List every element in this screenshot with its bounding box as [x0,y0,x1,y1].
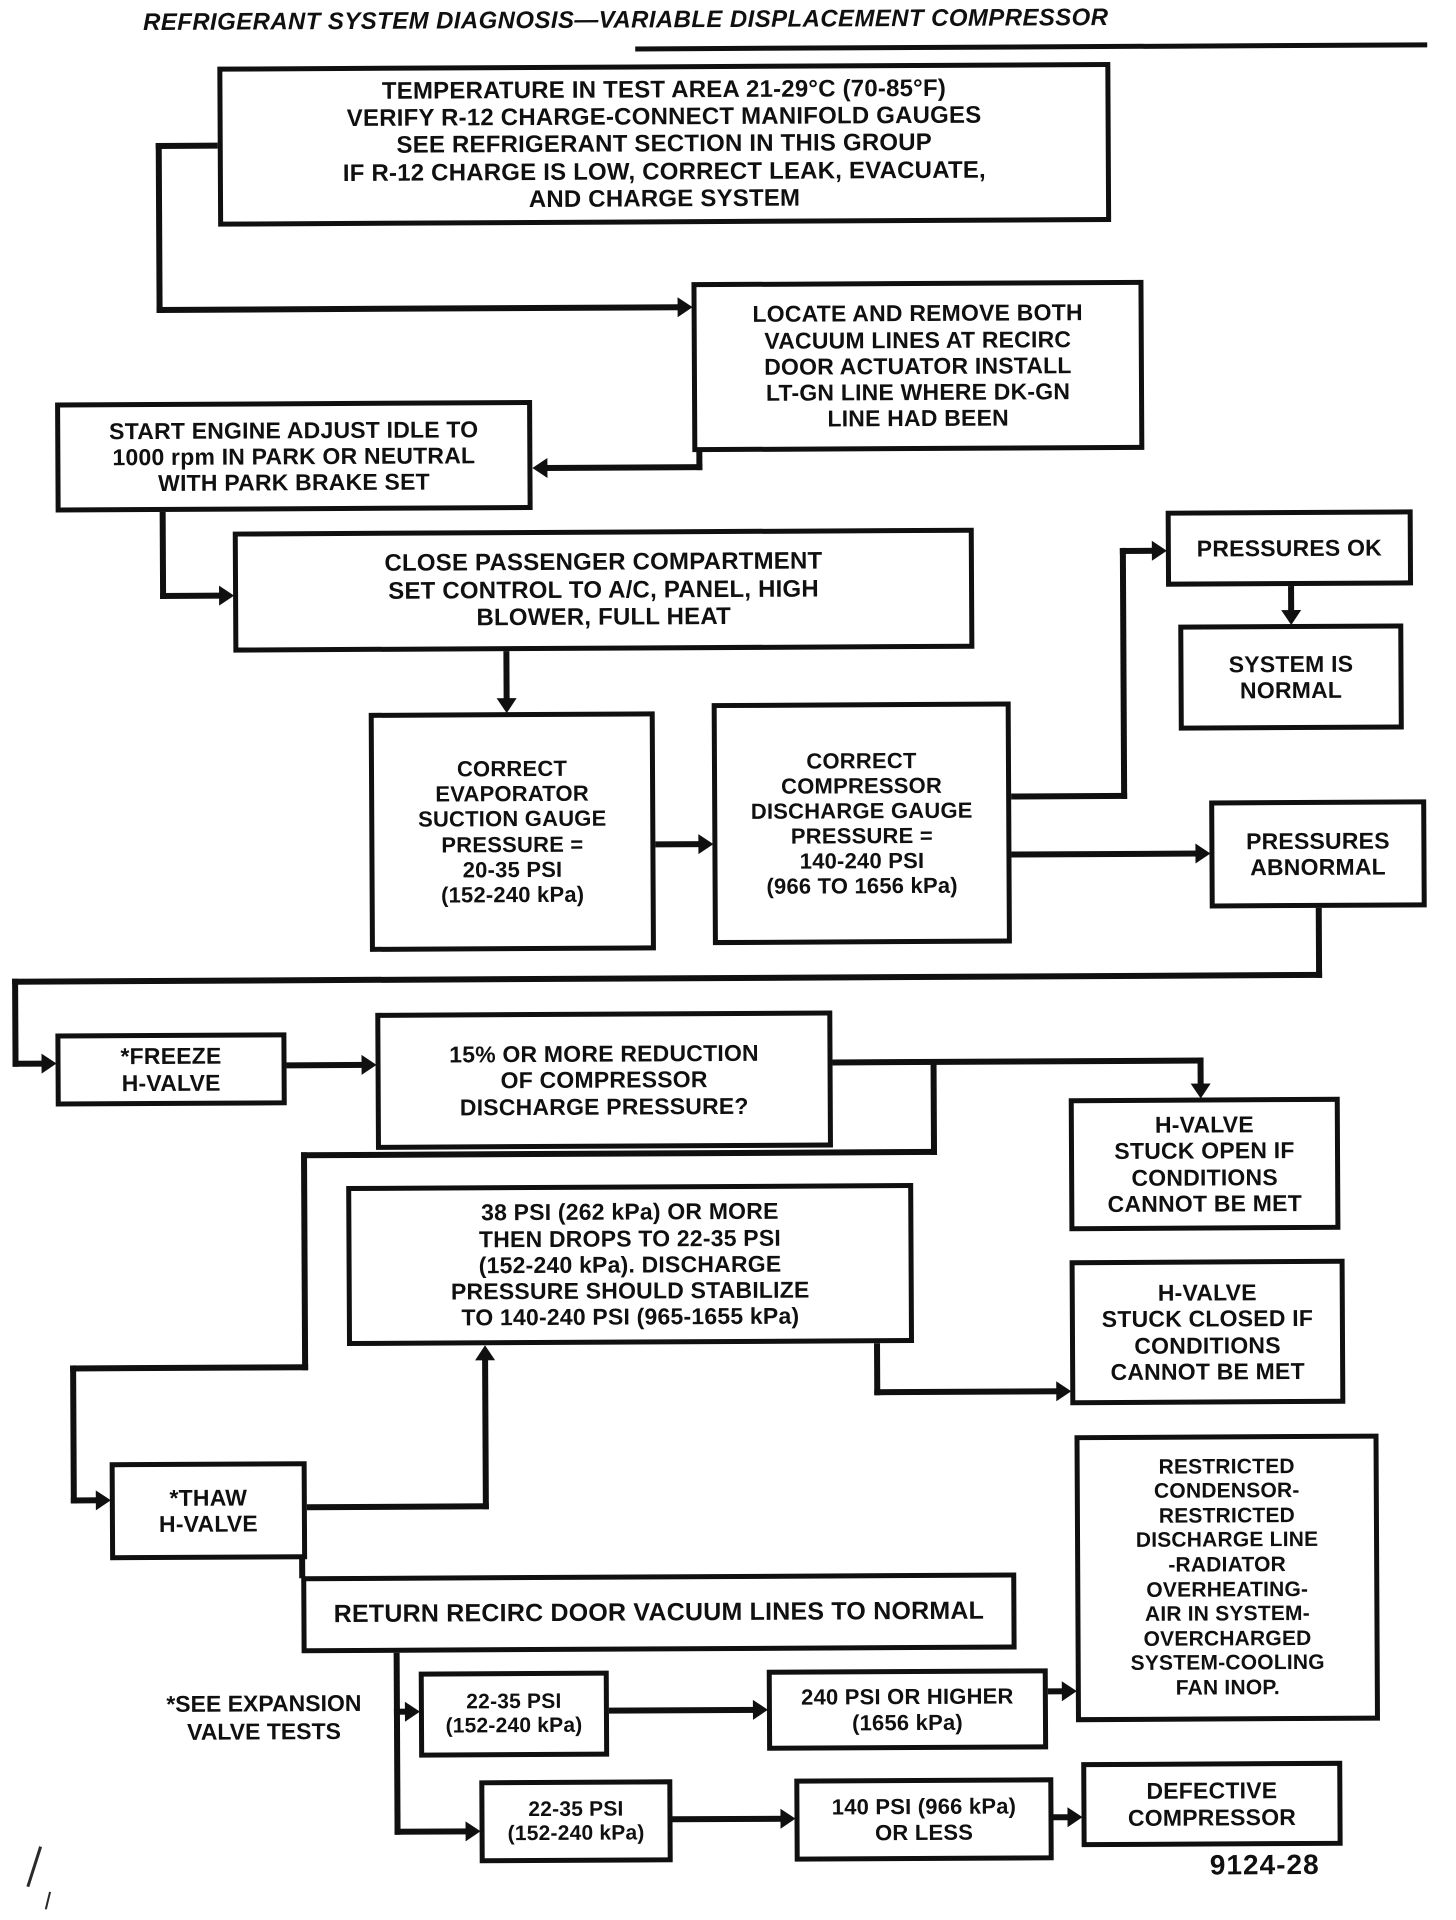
flow-line [70,1364,308,1371]
flow-line [931,1062,937,1155]
flow-line [1011,851,1201,858]
flow-line [299,1557,305,1578]
box-test-area: TEMPERATURE IN TEST AREA 21-29°C (70-85°F) VERIFY R-12 CHARGE-CONNECT MANIFOLD GAUGES SEE REFRIGERANT SECTION IN THIS GROUP IF R-12 CHARGE IS LOW, CORRECT LEAK, EVACUATE, AND CHARGE SYSTEM [217,62,1111,227]
flow-line [1011,793,1127,800]
arrowhead-right [1056,1381,1071,1401]
box-system-normal: SYSTEM IS NORMAL [1178,623,1404,730]
arrowhead-right [753,1700,768,1720]
box-38psi-observation: 38 PSI (262 kPa) OR MORE THEN DROPS TO 22-35 PSI (152-240 kPa). DISCHARGE PRESSURE SHOULD STABILIZE TO 140-240 PSI (965-1655 kPa) [346,1183,914,1346]
arrowhead-right [466,1821,481,1841]
flow-line [156,143,218,149]
flow-line [1316,908,1322,978]
flow-line [394,1653,401,1835]
box-defective-compressor: DEFECTIVE COMPRESSOR [1081,1761,1342,1847]
arrowhead-right [1195,843,1210,863]
flow-line [544,464,702,471]
box-evaporator-suction-pressure: CORRECT EVAPORATOR SUCTION GAUGE PRESSURE = 20-35 PSI (152-240 kPa) [369,711,656,951]
box-suction-22-35-b: 22-35 PSI (152-240 kPa) [479,1779,672,1863]
flow-line [655,841,704,847]
arrowhead-up [475,1345,495,1360]
box-pressures-ok: PRESSURES OK [1166,509,1413,586]
flow-line [1120,548,1127,799]
figure-number: 9124-28 [1209,1848,1320,1881]
flow-line [833,1058,1204,1066]
footnote-expansion-valve-tests: *SEE EXPANSION VALVE TESTS [166,1689,362,1745]
box-pressures-abnormal: PRESSURES ABNORMAL [1209,799,1427,908]
flow-line [395,1828,474,1834]
flow-line [482,1356,489,1509]
arrowhead-right [405,1702,420,1722]
flow-line [12,972,1322,985]
flow-line [12,979,18,1067]
flow-line [160,593,221,599]
box-freeze-hvalve: *FREEZE H-VALVE [55,1032,286,1106]
arrowhead-down [497,698,517,713]
box-compressor-discharge-pressure: CORRECT COMPRESSOR DISCHARGE GAUGE PRESSURE = 140-240 PSI (966 TO 1656 kPa) [712,702,1012,946]
scan-artifact [45,1892,51,1910]
box-discharge-240-up: 240 PSI OR HIGHER (1656 kPa) [767,1668,1048,1750]
arrowhead-right [1062,1681,1077,1701]
box-suction-22-35-a: 22-35 PSI (152-240 kPa) [419,1671,609,1758]
scan-artifact [26,1846,42,1887]
arrowhead-right [96,1490,111,1510]
box-hvalve-stuck-open: H-VALVE STUCK OPEN IF CONDITIONS CANNOT BE MET [1069,1097,1341,1231]
box-start-engine: START ENGINE ADJUST IDLE TO 1000 rpm IN PARK OR NEUTRAL WITH PARK BRAKE SET [55,400,533,512]
arrowhead-right [361,1055,376,1075]
arrowhead-down [1281,610,1301,625]
flow-line [301,1152,308,1370]
box-thaw-hvalve: *THAW H-VALVE [110,1461,308,1560]
flow-line [874,1343,880,1395]
box-return-recirc: RETURN RECIRC DOOR VACUUM LINES TO NORMAL [301,1572,1016,1653]
flow-line [672,1816,788,1823]
arrowhead-right [678,297,693,317]
box-15-percent-reduction: 15% OR MORE REDUCTION OF COMPRESSOR DISCHARGE PRESSURE? [375,1010,833,1149]
flow-line [160,512,166,599]
arrowhead-down [1191,1083,1211,1098]
arrowhead-right [219,586,234,606]
flow-line [157,304,680,313]
arrowhead-right [1152,541,1167,561]
flow-line [874,1388,1064,1395]
title-underline [635,42,1427,51]
flow-line [156,143,163,313]
page-title: REFRIGERANT SYSTEM DIAGNOSIS—VARIABLE DISPLACEMENT COMPRESSOR [143,3,1109,37]
box-close-compartment: CLOSE PASSENGER COMPARTMENT SET CONTROL TO A/C, PANEL, HIGH BLOWER, FULL HEAT [233,528,975,653]
flow-line [307,1503,489,1510]
arrowhead-right [698,834,713,854]
flow-line [301,1149,937,1158]
flow-line [287,1062,368,1068]
box-discharge-140-less: 140 PSI (966 kPa) OR LESS [794,1777,1053,1861]
flow-line [70,1365,77,1503]
arrowhead-right [1067,1807,1082,1827]
arrowhead-left [532,458,547,478]
flow-line [609,1707,761,1714]
box-restricted-causes: RESTRICTED CONDENSOR- RESTRICTED DISCHARGE LINE -RADIATOR OVERHEATING- AIR IN SYSTEM- OVERCHARGED SYSTEM-COOLING FAN INOP. [1074,1434,1379,1723]
box-hvalve-stuck-closed: H-VALVE STUCK CLOSED IF CONDITIONS CANNOT BE MET [1070,1259,1346,1405]
flow-line [503,651,509,701]
arrowhead-right [780,1809,795,1829]
arrowhead-right [41,1054,56,1074]
box-locate-vacuum-lines: LOCATE AND REMOVE BOTH VACUUM LINES AT RECIRC DOOR ACTUATOR INSTALL LT-GN LINE WHERE DK-GN LINE HAD BEEN [691,280,1144,452]
